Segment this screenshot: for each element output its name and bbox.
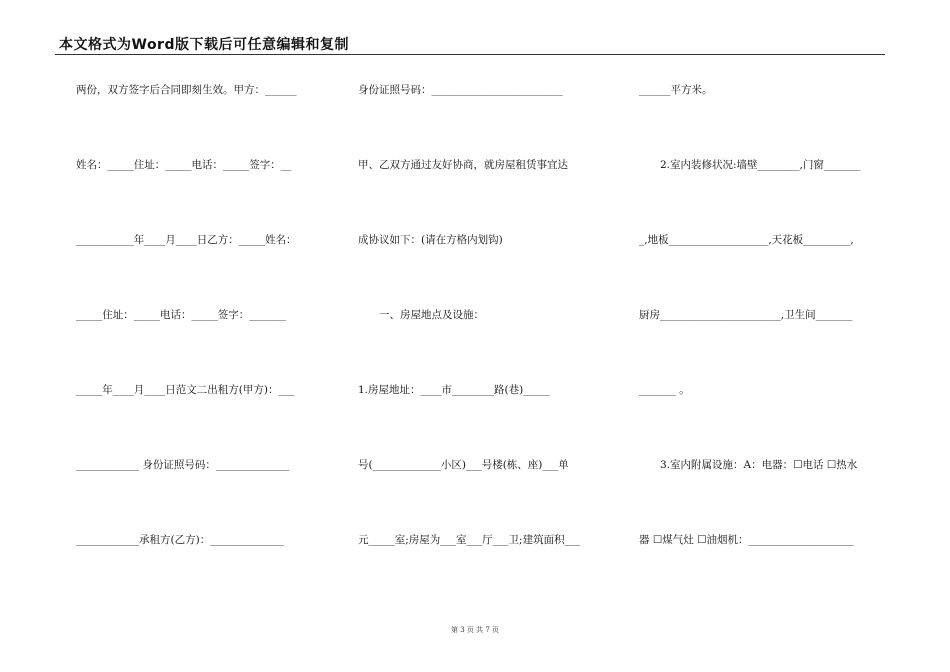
text-line: ___________年____月____日乙方：_____姓名： [76,234,297,246]
text-line: 甲、乙双方通过友好协商，就房屋租赁事宜达 [358,159,568,171]
text-line: 一、房屋地点及设施： [358,309,484,321]
text-line: ____________承租方(乙方)：______________ [76,534,284,546]
text-line: 2.室内装修状况:墙壁________,门窗_______ [639,159,861,171]
text-line: _______ 。 [639,384,690,396]
text-line: ____________ 身份证照号码：______________ [76,459,290,471]
text-line: _____年____月____日范文二出租方(甲方)：___ [76,384,295,396]
page-number: 第 3 页 共 7 页 [450,626,500,634]
text-line: 身份证照号码：_________________________ [358,84,563,96]
text-line: ______平方米。 [639,84,713,96]
text-line: 两份，双方签字后合同即刻生效。甲方：______ [76,84,297,96]
text-line: 姓名：_____住址：_____电话：_____签字：__ [76,159,292,171]
text-line: 厨房_______________________,卫生间_______ [639,309,853,321]
header-title: 本文格式为Word版下载后可任意编辑和复制 [59,37,349,53]
text-line: 成协议如下：(请在方格内划钩) [358,234,503,246]
text-line: 器 ☐煤气灶 ☐油烟机：____________________ [639,534,854,546]
text-column-1 [76,84,331,609]
text-column-2 [358,84,613,609]
page-header [55,34,885,55]
text-line: 元_____室;房屋为___室___厅___卫;建筑面积___ [358,534,581,546]
text-line: _,地板___________________,天花板_________, [639,234,854,246]
text-line: 号(_____________小区)___号楼(栋、座)___单 [358,459,569,471]
text-line: 1.房屋地址：____市________路(巷)_____ [358,384,550,396]
text-line: 3.室内附属设施：A：电器：☐电话 ☐热水 [639,459,858,471]
text-column-3 [639,84,889,609]
text-line: _____住址：_____电话：_____签字：_______ [76,309,286,321]
